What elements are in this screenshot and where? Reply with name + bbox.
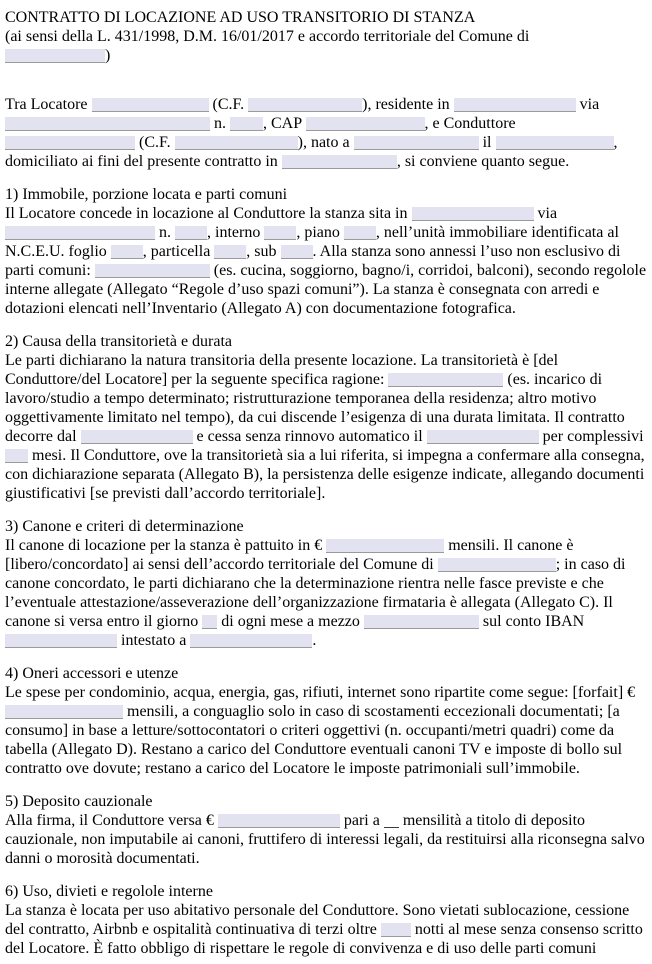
text-run: , si conviene quanto segue. [396, 153, 570, 170]
section-6 [5, 882, 650, 958]
field-conduttore-domicilio[interactable] [282, 155, 397, 169]
field-giorno-pagamento[interactable] [202, 615, 217, 629]
text-run: , domiciliato ai fini del presente contratto in [5, 134, 618, 170]
field-immobile-via[interactable] [5, 226, 155, 240]
text-run: n. [155, 224, 175, 241]
text-run: via [575, 96, 600, 113]
text-run: di ogni mese a mezzo [217, 613, 364, 630]
subtitle-text [5, 27, 650, 65]
section-3-heading: 3) Canone e criteri di determinazione [5, 518, 244, 535]
text-run: mensili. Il canone è [libero/concordato] ai sensi dell’accordo territoriale del Comune di [5, 537, 574, 573]
section-4-text [5, 683, 650, 778]
text-run: ), nato a [297, 134, 354, 151]
field-catasto-particella[interactable] [214, 245, 246, 259]
text-run: , particella [142, 243, 215, 260]
text-run: , interno [207, 224, 265, 241]
section-5-heading: 5) Deposito cauzionale [5, 793, 153, 810]
field-immobile-piano[interactable] [344, 226, 376, 240]
subtitle [5, 27, 650, 65]
field-locatore-civico[interactable] [230, 117, 263, 131]
section-1-heading: 1) Immobile, porzione locata e parti comuni [5, 186, 288, 203]
section-4 [5, 664, 650, 778]
text-run: Il canone di locazione per la stanza è pattuito in € [5, 537, 327, 554]
text-run: sul conto IBAN [478, 613, 585, 630]
text-run: Le parti dichiarano la natura transitoria della presente locazione. La transitorietà è [del Conduttore/del Locatore] per la seguente specifica ragione: [5, 352, 559, 388]
field-contratto-scadenza[interactable] [427, 430, 539, 444]
parties-intro [5, 95, 650, 171]
field-catasto-sub[interactable] [281, 245, 313, 259]
text-run: (es. cucina, soggiorno, bagno/i, corridoi, balconi), secondo regolole interne allegate (Allegato “Regole d’uso spazi comuni”). La stanza è consegnata con arredi e dotazioni elencati nell’Inventario (Allegato A) con documentazione fotografica. [5, 262, 647, 317]
section-4-heading: 4) Oneri accessori e utenze [5, 665, 179, 682]
field-locatore-cap[interactable] [306, 117, 425, 131]
field-canone-importo[interactable] [326, 539, 444, 553]
text-run: Il Locatore concede in locazione al Conduttore la stanza sita in [5, 205, 412, 222]
text-run: , sub [246, 243, 281, 260]
text-run: , piano [296, 224, 344, 241]
text-run: e cessa senza rinnovo automatico il [192, 428, 427, 445]
text-run: Le spese per condominio, acqua, energia, gas, rifiuti, internet sono ripartite come segue: [forfait] € [5, 684, 636, 701]
field-immobile-citta[interactable] [412, 207, 534, 221]
text-run: Tra Locatore [5, 96, 92, 113]
field-intestatario-conto[interactable] [190, 634, 312, 648]
text-run: (ai sensi della L. 431/1998, D.M. 16/01/2017 e accordo territoriale del Comune di [5, 28, 530, 45]
field-locatore-residenza-citta[interactable] [454, 98, 576, 112]
text-run: per complessivi [538, 428, 644, 445]
section-5 [5, 792, 650, 868]
field-immobile-interno[interactable] [264, 226, 296, 240]
field-ragione-transitorieta[interactable] [388, 373, 503, 387]
section-2-text [5, 351, 650, 503]
text-run: pari a [339, 812, 384, 829]
text-run: intestato a [117, 632, 191, 649]
field-oneri-forfait[interactable] [5, 705, 123, 719]
field-comune-accordo[interactable] [5, 49, 105, 63]
text-run: Alla firma, il Conduttore versa € [5, 812, 218, 829]
text-run: (es. incarico di lavoro/studio a tempo determinato; ristrutturazione temporanea della residenza; altro motivo oggettivamente limitato nel tempo), da cui discende l’esigenza di una durata limitata. Il contratto decorre dal [5, 371, 625, 445]
field-notti-ospiti[interactable] [381, 923, 411, 937]
text-run: notti al mese senza consenso scritto del Locatore. È fatto obbligo di rispettare le regole di convivenza e di uso delle parti comuni [5, 921, 643, 957]
field-locatore-nome[interactable] [92, 98, 209, 112]
text-run: , e Conduttore [424, 115, 516, 132]
field-conduttore-nome[interactable] [5, 136, 135, 150]
document-title: CONTRATTO DI LOCAZIONE AD USO TRANSITORIO DI STANZA [5, 9, 476, 26]
document-body [5, 27, 650, 958]
field-conduttore-cf[interactable] [175, 136, 298, 150]
field-conduttore-data-nascita[interactable] [496, 136, 614, 150]
field-comune-canone[interactable] [438, 558, 556, 572]
field-contratto-decorrenza[interactable] [81, 430, 193, 444]
text-run: ), residente in [362, 96, 454, 113]
field-locatore-via[interactable] [5, 117, 210, 131]
section-6-text [5, 901, 650, 958]
section-5-text [5, 811, 650, 868]
text-run: ; in caso di canone concordato, le parti dichiarano che la determinazione rientra nelle fasce previste e che l’eventuale attestazione/asseverazione dell’organizzazione firmataria è allegata (Allegato C). Il canone si versa entro il giorno [5, 556, 626, 630]
text-run: , CAP [263, 115, 306, 132]
text-run: ) [105, 47, 111, 64]
field-deposito-importo[interactable] [218, 814, 340, 828]
text-run: mensili, a conguaglio solo in caso di scostamenti eccezionali documentati; [a consumo] in base a letture/sottocontatori o criteri oggettivi (n. occupanti/metri quadri) come da tabella (Allegato D). Restano a carico del Conduttore eventuali canoni TV e imposte di bollo sul contratto ove dovute; restano a carico del Locatore le imposte patrimoniali sull’immobile. [5, 703, 623, 777]
field-locatore-cf[interactable] [248, 98, 362, 112]
field-durata-mesi[interactable] [5, 449, 28, 463]
text-run: . Alla stanza sono annessi l’uso non esclusivo di parti comuni: [5, 243, 621, 279]
text-run: . [312, 632, 317, 649]
text-run: n. [210, 115, 230, 132]
text-run: (C.F. [208, 96, 249, 113]
section-6-heading: 6) Uso, divieti e regolole interne [5, 883, 213, 900]
text-run: (C.F. [135, 134, 175, 151]
section-2-heading: 2) Causa della transitorietà e durata [5, 333, 233, 350]
section-1-text [5, 204, 650, 318]
blank-deposito-mensilita[interactable] [384, 815, 399, 828]
text-run: mensilità a titolo di deposito cauzionale, non imputabile ai canoni, fruttifero di interessi legali, da restituirsi alla riconsegna salvo danni o morosità documentati. [5, 812, 645, 867]
text-run: mesi. Il Conduttore, ove la transitorietà sia a lui riferita, si impegna a confermare alla consegna, con dichiarazione separata (Allegato B), la persistenza delle esigenze indicate, allegando documenti giustificativi [se previsti dall’accordo territoriale]. [5, 447, 645, 502]
text-run: La stanza è locata per uso abitativo personale del Conduttore. Sono vietati sublocazione, cessione del contratto, Airbnb e ospitalità continuativa di terzi oltre [5, 902, 630, 938]
field-mezzo-pagamento[interactable] [364, 615, 479, 629]
field-catasto-foglio[interactable] [111, 245, 143, 259]
section-3-text [5, 536, 650, 650]
text-run: , nell’unità immobiliare identificata al N.C.E.U. foglio [5, 224, 619, 260]
field-immobile-civico[interactable] [175, 226, 207, 240]
section-3 [5, 517, 650, 650]
parties-intro-text [5, 95, 650, 171]
section-2 [5, 332, 650, 503]
text-run: via [533, 205, 558, 222]
field-parti-comuni[interactable] [95, 264, 210, 278]
section-1 [5, 185, 650, 318]
field-iban[interactable] [5, 634, 117, 648]
field-conduttore-luogo-nascita[interactable] [354, 136, 479, 150]
text-run: il [478, 134, 496, 151]
